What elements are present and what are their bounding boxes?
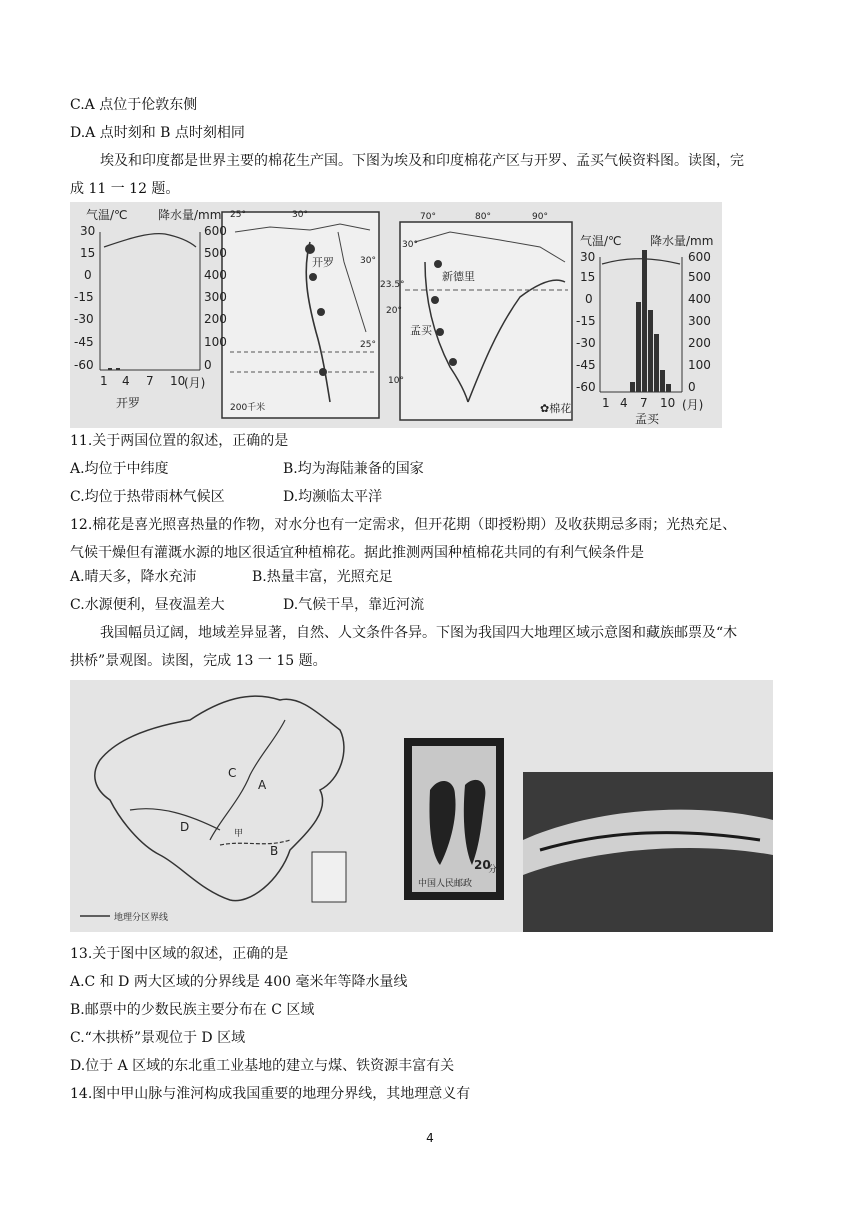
bridge-photo [523, 772, 773, 932]
mumbai-precip-tick: 400 [688, 292, 711, 306]
mumbai-month-tick: 1 [602, 396, 610, 410]
stamp-unit: 分 [488, 865, 498, 875]
q11-option-b: B.均为海陆兼备的国家 [283, 461, 424, 477]
page-number: 4 [426, 1131, 434, 1145]
mumbai-month-unit: (月) [682, 398, 704, 412]
mumbai-month-tick: 4 [620, 396, 628, 410]
q12-option-d: D.气候干旱，靠近河流 [283, 597, 425, 613]
cairo-precip-label: 降水量/mm [158, 208, 222, 222]
question-12-line-2: 气候干燥但有灌溉水源的地区很适宜种植棉花。据此推测两国种植棉花共同的有利气候条件是 [70, 545, 644, 561]
mumbai-temp-tick: 15 [580, 270, 596, 284]
mumbai-precip-tick: 100 [688, 358, 711, 372]
egypt-map [222, 212, 379, 418]
cairo-temp-label: 气温/℃ [86, 208, 128, 222]
cairo-climate-chart [100, 232, 200, 370]
india-lon-label: 90° [532, 212, 548, 222]
india-lat-label: 23.5° [380, 280, 405, 290]
stamp-text: 中国人民邮政 [418, 879, 473, 889]
cairo-chart-title: 开罗 [116, 396, 141, 410]
egypt-lat-label: 30° [360, 256, 376, 266]
q12-option-c: C.水源便利，昼夜温差大 [70, 597, 225, 613]
cairo-month-tick: 1 [100, 374, 108, 388]
cotton-legend [540, 400, 571, 416]
question-12-line-1: 12.棉花是喜光照喜热量的作物，对水分也有一定需求，但开花期（即授粉期）及收获期忌多雨；光热充足、 [70, 517, 737, 533]
india-mumbai-label: 孟买 [410, 324, 432, 337]
china-region-map [80, 696, 346, 916]
region-d-label: D [180, 820, 190, 834]
cairo-temp-tick: 15 [80, 246, 96, 260]
cairo-precip-tick: 100 [204, 335, 227, 349]
figure-egypt-india [70, 202, 722, 428]
india-lat-label: 20° [386, 306, 402, 316]
cairo-temp-tick: -15 [74, 290, 94, 304]
cotton-legend-label: 棉花 [549, 402, 572, 415]
region-b-label: B [270, 844, 279, 858]
cairo-precip-tick: 400 [204, 268, 227, 282]
india-lon-label: 70° [420, 212, 436, 222]
stamp-value: 20 [474, 858, 491, 872]
mumbai-chart-title: 孟买 [635, 412, 660, 426]
mountain-label: 甲 [234, 829, 244, 839]
cairo-month-tick: 7 [146, 374, 154, 388]
question-11: 11.关于两国位置的叙述，正确的是 [70, 433, 289, 449]
mumbai-precip-tick: 200 [688, 336, 711, 350]
passage-2-line-2: 拱桥”景观图。读图，完成 13 一 15 题。 [70, 653, 327, 669]
cairo-precip-tick: 600 [204, 224, 227, 238]
mumbai-temp-tick: -15 [576, 314, 596, 328]
egypt-cairo-label: 开罗 [312, 256, 334, 269]
figure-china-svg [70, 680, 773, 932]
option-d-prev: D.A 点时刻和 B 点时刻相同 [70, 125, 245, 141]
question-14: 14.图中甲山脉与淮河构成我国重要的地理分界线，其地理意义有 [70, 1086, 471, 1102]
region-c-label: C [228, 766, 237, 780]
egypt-scale: 200千米 [230, 403, 266, 413]
egypt-lat-label: 25° [360, 340, 376, 350]
mumbai-month-tick: 10 [660, 396, 676, 410]
cairo-precip-tick: 300 [204, 290, 227, 304]
egypt-lon-label: 30° [292, 210, 308, 220]
cairo-month-unit: (月) [184, 376, 206, 390]
passage-1-line-2: 成 11 一 12 题。 [70, 181, 180, 197]
q13-option-a: A.C 和 D 两大区域的分界线是 400 毫米年等降水量线 [70, 974, 408, 990]
cairo-precip-tick: 0 [204, 358, 212, 372]
cairo-temp-tick: -30 [74, 312, 94, 326]
q13-option-c: C.“木拱桥”景观位于 D 区域 [70, 1030, 246, 1046]
figure-china-regions [70, 680, 773, 932]
mumbai-precip-label: 降水量/mm [650, 234, 714, 248]
passage-1-line-1: 埃及和印度都是世界主要的棉花生产国。下图为埃及和印度棉花产区与开罗、孟买气候资料图。读图，完 [100, 153, 744, 169]
cairo-month-tick: 10 [170, 374, 186, 388]
india-new-delhi-label: 新德里 [442, 270, 475, 283]
mumbai-precip-tick: 500 [688, 270, 711, 284]
mumbai-temp-tick: -45 [576, 358, 596, 372]
india-lat-label: 30° [402, 240, 418, 250]
q13-option-b: B.邮票中的少数民族主要分布在 C 区域 [70, 1002, 315, 1018]
passage-2-line-1: 我国幅员辽阔，地域差异显著，自然、人文条件各异。下图为我国四大地理区域示意图和藏族邮票及“木 [100, 625, 738, 641]
mumbai-temp-tick: -30 [576, 336, 596, 350]
cairo-temp-tick: 0 [84, 268, 92, 282]
mumbai-precip-tick: 0 [688, 380, 696, 394]
cairo-precip-tick: 200 [204, 312, 227, 326]
mumbai-precip-tick: 600 [688, 250, 711, 264]
india-lat-label: 10° [388, 376, 404, 386]
region-legend-label: 地理分区界线 [114, 913, 169, 923]
cairo-precip-tick: 500 [204, 246, 227, 260]
q12-option-b: B.热量丰富，光照充足 [252, 569, 393, 585]
mumbai-precip-tick: 300 [688, 314, 711, 328]
region-a-label: A [258, 778, 267, 792]
q11-option-a: A.均位于中纬度 [70, 461, 169, 477]
cairo-temp-tick: -60 [74, 358, 94, 372]
mumbai-temp-tick: -60 [576, 380, 596, 394]
cairo-month-tick: 4 [122, 374, 130, 388]
q11-option-c: C.均位于热带雨林气候区 [70, 489, 225, 505]
mumbai-temp-tick: 0 [585, 292, 593, 306]
q11-option-d: D.均濒临太平洋 [283, 489, 383, 505]
cairo-temp-tick: -45 [74, 335, 94, 349]
india-map [400, 222, 572, 420]
q13-option-d: D.位于 A 区域的东北重工业基地的建立与煤、铁资源丰富有关 [70, 1058, 455, 1074]
mumbai-climate-chart [600, 250, 682, 392]
cairo-temp-tick: 30 [80, 224, 96, 238]
cotton-icon: ✿ [540, 402, 550, 415]
india-lon-label: 80° [475, 212, 491, 222]
mumbai-temp-label: 气温/℃ [580, 234, 622, 248]
option-c-prev: C.A 点位于伦敦东侧 [70, 97, 198, 113]
question-13: 13.关于图中区域的叙述，正确的是 [70, 946, 289, 962]
egypt-lon-label: 25° [230, 210, 246, 220]
q12-option-a: A.晴天多，降水充沛 [70, 569, 197, 585]
mumbai-temp-tick: 30 [580, 250, 596, 264]
mumbai-month-tick: 7 [640, 396, 648, 410]
